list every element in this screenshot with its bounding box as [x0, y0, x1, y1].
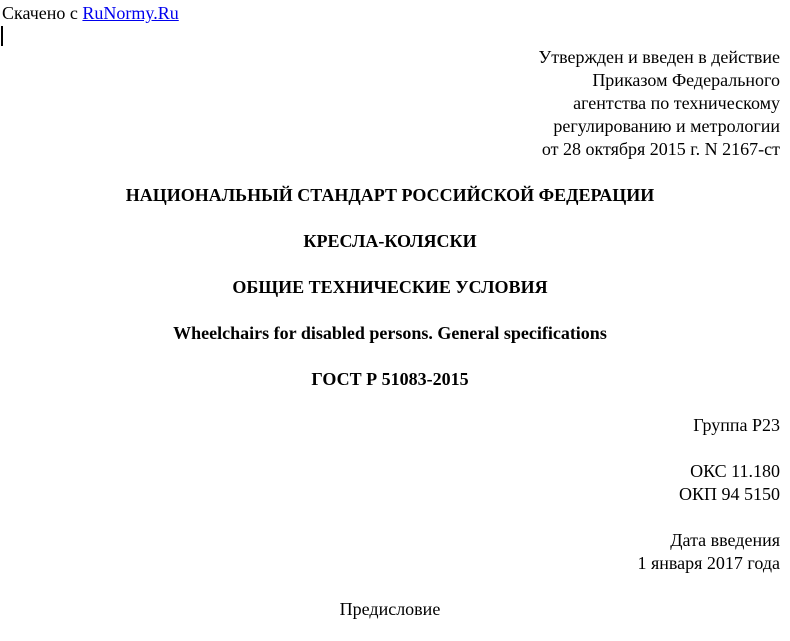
national-standard-heading: НАЦИОНАЛЬНЫЙ СТАНДАРТ РОССИЙСКОЙ ФЕДЕРАЦИИ: [125, 185, 655, 205]
text-cursor: [1, 26, 3, 46]
subtitle-heading: ОБЩИЕ ТЕХНИЧЕСКИЕ УСЛОВИЯ: [232, 277, 548, 297]
source-prefix: Скачено с: [2, 3, 83, 23]
approval-line: от 28 октября 2015 г. N 2167-ст: [541, 139, 780, 159]
approval-block: [538, 46, 780, 161]
source-line: [2, 2, 179, 25]
approval-line: Приказом Федерального: [592, 70, 780, 90]
introduction-date-block: [637, 529, 780, 575]
okp-code: ОКП 94 5150: [678, 484, 780, 504]
english-title: Wheelchairs for disabled persons. General specifications: [173, 323, 607, 343]
introduction-label: Дата введения: [670, 530, 780, 550]
source-link[interactable]: RuNormy.Ru: [82, 3, 179, 23]
foreword-heading: Предисловие: [339, 599, 441, 619]
standard-designation: ГОСТ Р 51083-2015: [311, 369, 469, 389]
approval-line: регулированию и метрологии: [553, 116, 780, 136]
subject-heading: КРЕСЛА-КОЛЯСКИ: [303, 231, 477, 251]
introduction-date: 1 января 2017 года: [637, 553, 780, 573]
classification-block: [679, 460, 780, 506]
approval-line: Утвержден и введен в действие: [538, 47, 780, 67]
approval-line: агентства по техническому: [573, 93, 780, 113]
oks-code: ОКС 11.180: [690, 461, 780, 481]
group-code: Группа Р23: [693, 415, 780, 435]
